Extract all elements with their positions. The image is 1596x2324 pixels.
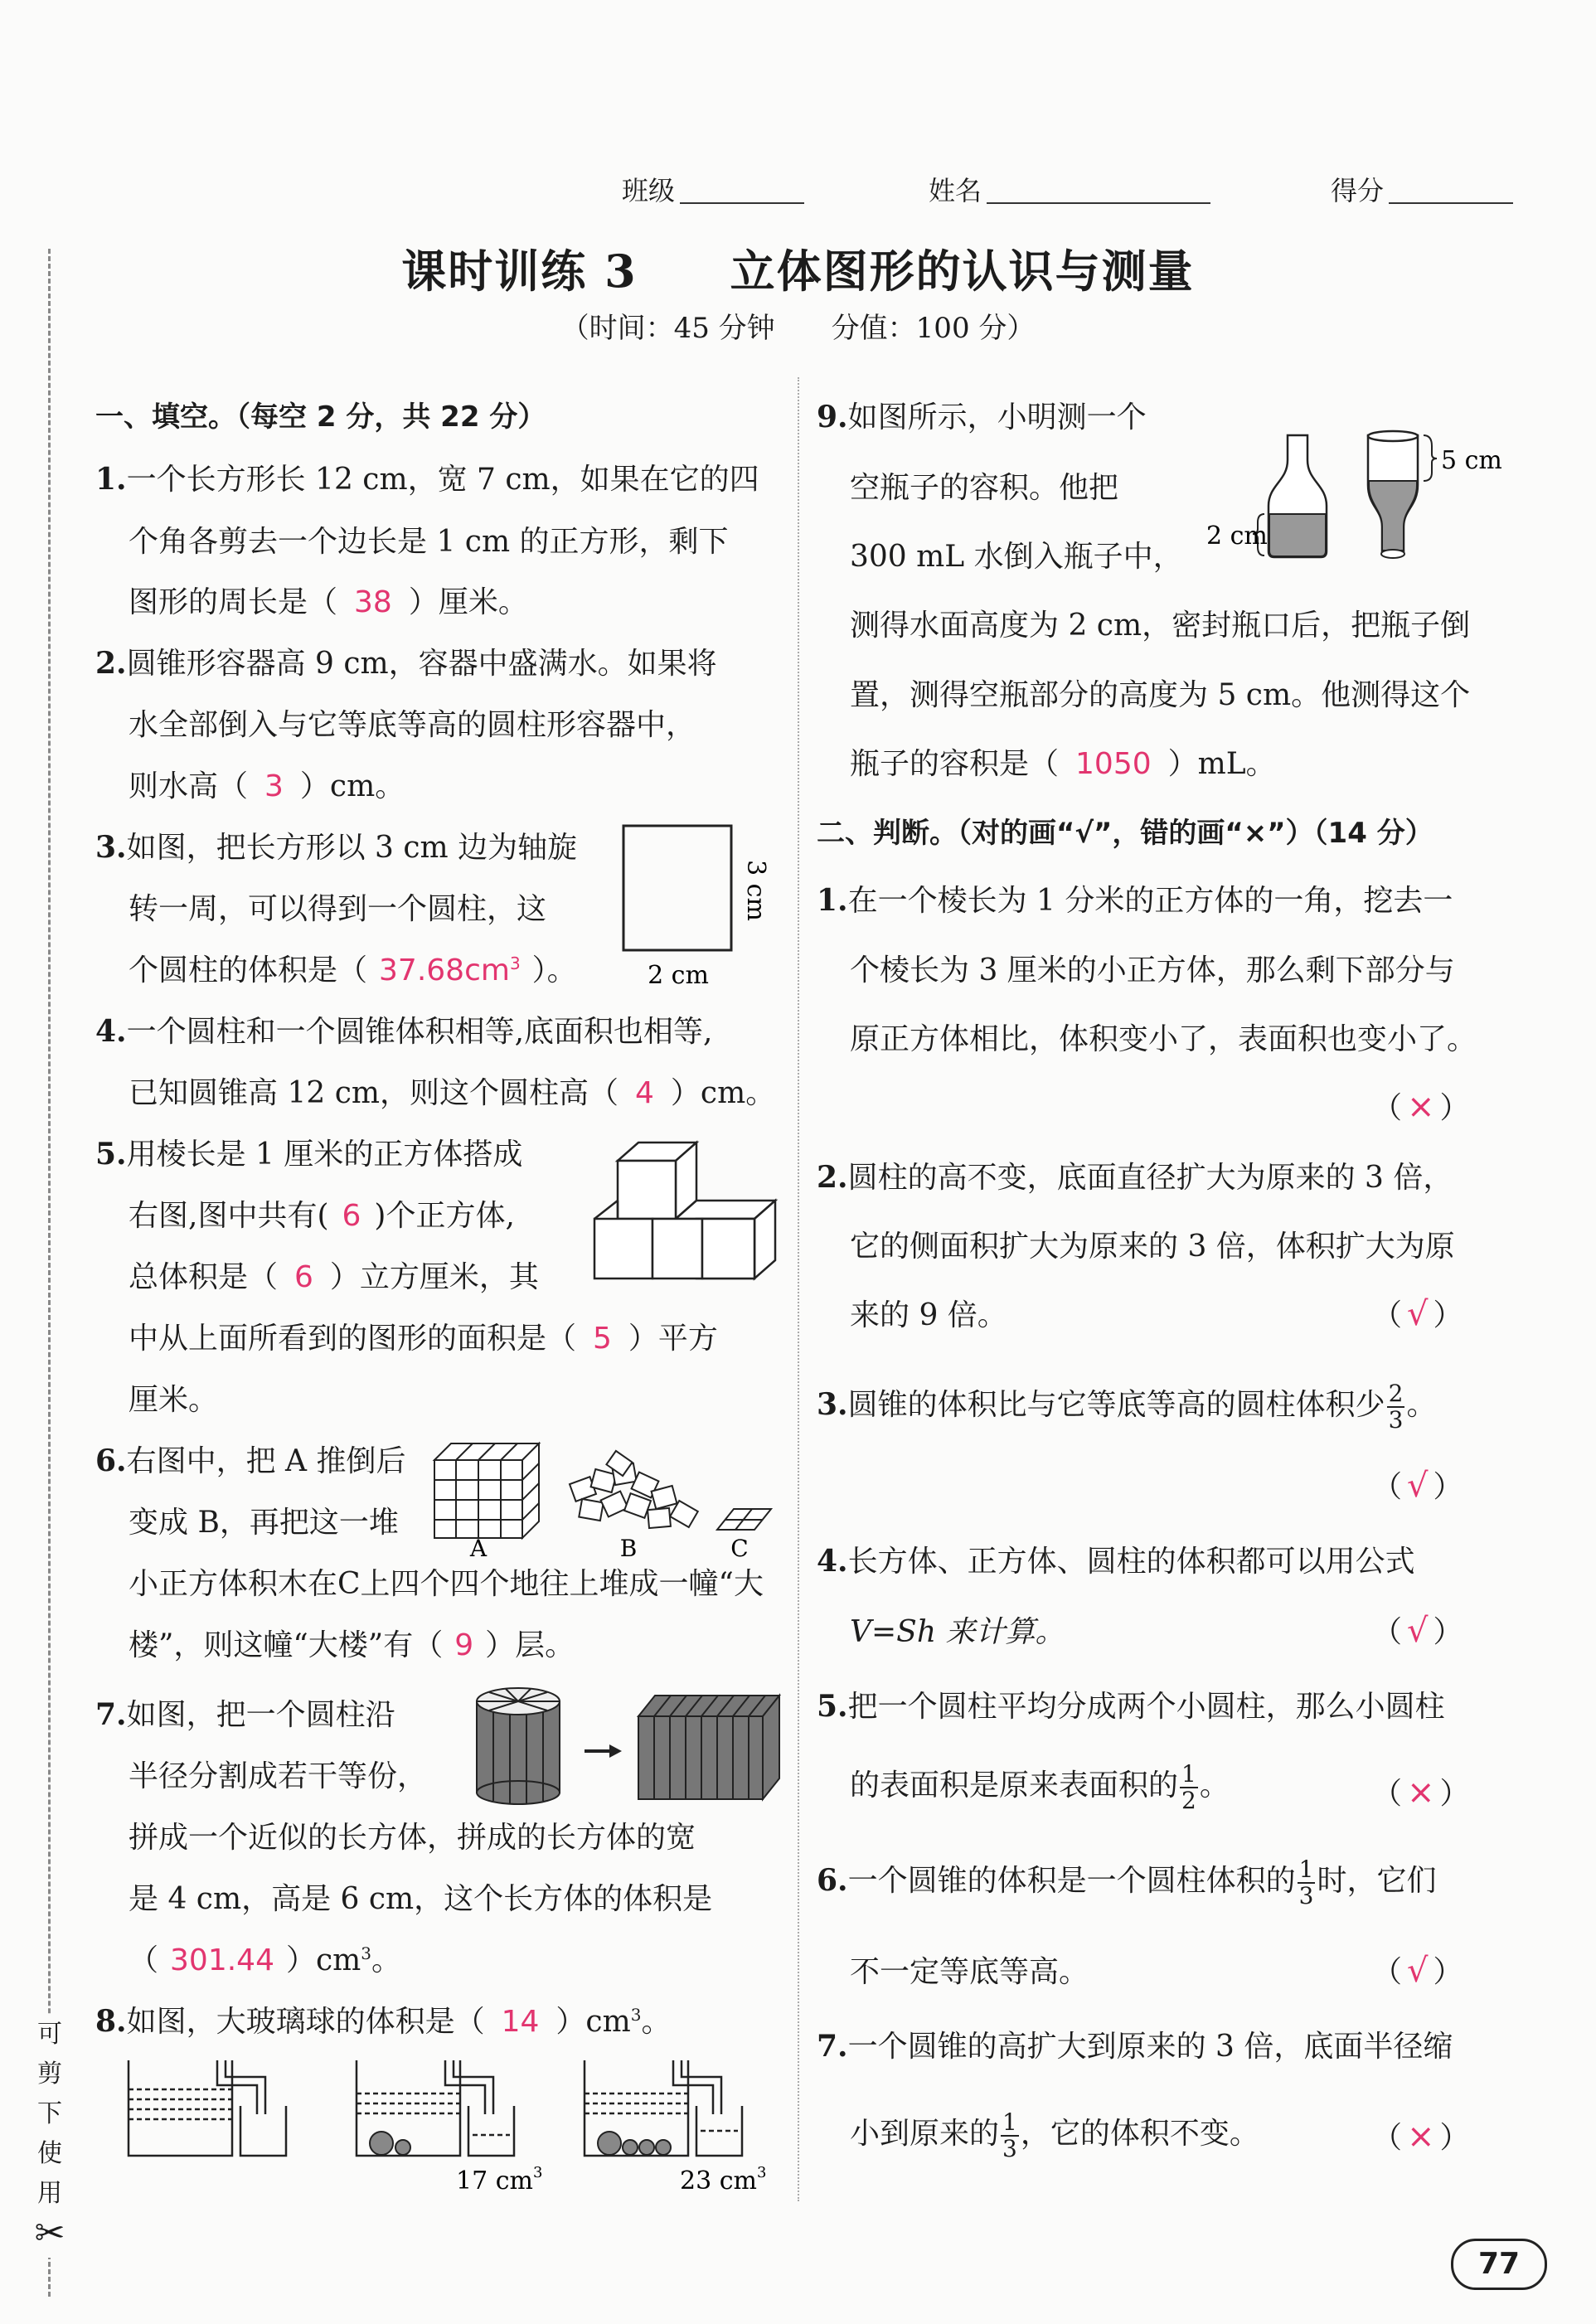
q8-beakers-figure (124, 2056, 788, 2197)
j3-fraction: $\frac{2}{3}$ (1388, 1380, 1404, 1434)
q7-line4: 是 4 cm，高是 6 cm，这个长方体的体积是 (129, 1882, 713, 1916)
q3-height-label: 3 cm (741, 860, 770, 921)
j2-line1: 2.圆柱的高不变，底面直径扩大为原来的 3 倍， (817, 1160, 1453, 1195)
q6-label-a: A (469, 1535, 488, 1562)
q7-cylinder-figure (473, 1683, 788, 1807)
j1-line1: 1.在一个棱长为 1 分米的正方体的一角，挖去一 (817, 883, 1453, 918)
j7-answer-box[interactable]: （ × ） (1372, 2118, 1470, 2156)
q7-line3: 拼成一个近似的长方体，拼成的长方体的宽 (129, 1821, 696, 1855)
j7-line1: 7.一个圆锥的高扩大到原来的 3 倍，底面半径缩 (817, 2029, 1453, 2064)
q7-line5: （ 301.44 ）$cm^3$。 (129, 1943, 402, 1977)
q1-line1: 1.一个长方形长 12 cm，宽 7 cm，如果在它的四 (95, 462, 759, 497)
q7-answer: 301.44 (170, 1943, 274, 1977)
q1-answer: 38 (354, 585, 392, 619)
q3-line1: 3.如图，把长方形以 3 cm 边为轴旋 (95, 830, 578, 865)
j6-mark: √ (1407, 1952, 1429, 1990)
q8-answer: 14 (501, 2005, 540, 2039)
q4-line2: 已知圆锥高 12 cm，则这个圆柱高（ 4 ）cm。 (129, 1076, 776, 1110)
q1-line3: 图形的周长是（ 38 ）厘米。 (129, 585, 528, 619)
name-label: 姓名 (929, 175, 982, 206)
j6-line1: 6.一个圆锥的体积是一个圆柱体积的 $\frac{1}{3}$ 时，它们 (817, 1856, 1437, 1909)
q9-bottle-figure (1206, 431, 1530, 564)
j4-mark: √ (1407, 1612, 1429, 1650)
q3-line2: 转一周，可以得到一个圆柱，这 (129, 892, 547, 926)
q5-line5: 厘米。 (129, 1383, 219, 1417)
j7-line2: 小到原来的 $\frac{1}{3}$ ，它的体积不变。 (850, 2108, 1259, 2162)
q3-rectangle-figure (614, 821, 771, 990)
j5-line1: 5.把一个圆柱平均分成两个小圆柱，那么小圆柱 (817, 1689, 1445, 1724)
q9-line3: 300 mL 水倒入瓶子中， (850, 540, 1183, 574)
j4-answer-box[interactable]: （ √ ） (1372, 1612, 1463, 1650)
q2-line1: 2.圆锥形容器高 9 cm，容器中盛满水。如果将 (95, 646, 717, 681)
q6-line4: 楼”，则这幢“大楼”有（ 9 ）层。 (129, 1628, 575, 1662)
q6-line3: 小正方体积木在C上四个四个地往上堆成一幢“大 (129, 1567, 764, 1601)
q9-line5: 置，测得空瓶部分的高度为 5 cm。他测得这个 (850, 678, 1471, 712)
j6-fraction: $\frac{1}{3}$ (1298, 1856, 1314, 1909)
q9-answer: 1050 (1075, 747, 1152, 781)
q1-line2: 个角各剪去一个边长是 1 cm 的正方形，剩下 (129, 525, 729, 559)
j7-mark: × (1407, 2118, 1435, 2156)
j6-line2: 不一定等底等高。 (850, 1955, 1089, 1989)
q9-label-5cm: 5 cm (1441, 446, 1502, 475)
q4-line1: 4.一个圆柱和一个圆锥体积相等,底面积也相等, (95, 1014, 713, 1049)
q5-line2: 右图,图中共有( 6 )个正方体, (129, 1199, 515, 1233)
scissors-icon: ✂ (34, 2212, 65, 2254)
score-label: 得分 (1331, 175, 1385, 206)
j2-answer-box[interactable]: （ √ ） (1372, 1295, 1463, 1333)
q5-line4: 中从上面所看到的图形的面积是（ 5 ）平方 (129, 1322, 718, 1356)
q3-answer: $37.68cm^3$ (379, 953, 521, 987)
section1-heading: 一、填空。（每空 2 分，共 22 分） (95, 400, 546, 434)
j6-answer-box[interactable]: （ √ ） (1372, 1952, 1463, 1990)
page-subtitle: （时间：45 分钟 分值：100 分） (560, 312, 1036, 345)
q4-answer: 4 (635, 1076, 654, 1110)
j2-line2: 它的侧面积扩大为原来的 3 倍，体积扩大为原 (850, 1230, 1455, 1264)
page-number: 77 (1451, 2239, 1547, 2290)
q5-line1: 5.用棱长是 1 厘米的正方体搭成 (95, 1137, 523, 1172)
q8-line1: 8.如图，大玻璃球的体积是（ 14 ）$cm^3$。 (95, 2004, 672, 2039)
q6-line1: 6.右图中，把 A 推倒后 (95, 1443, 406, 1478)
name-blank[interactable] (987, 202, 1210, 204)
cut-line (48, 249, 51, 2297)
j3-line1: 3.圆锥的体积比与它等底等高的圆柱体积少 $\frac{2}{3}$ 。 (817, 1380, 1437, 1434)
j1-answer-box[interactable]: （ × ） (1372, 1088, 1470, 1126)
q6-label-b: B (619, 1535, 638, 1562)
score-blank[interactable] (1389, 202, 1513, 204)
q9-line2: 空瓶子的容积。他把 (850, 471, 1119, 505)
page-title: 课时训练 3 立体图形的认识与测量 (401, 245, 1195, 298)
q5-cubes-figure (593, 1136, 783, 1285)
j1-line3: 原正方体相比，体积变小了，表面积也变小了。 (850, 1022, 1477, 1056)
q9-line4: 测得水面高度为 2 cm，密封瓶口后，把瓶子倒 (850, 609, 1471, 643)
j1-mark: × (1407, 1088, 1435, 1126)
q5-answer3: 5 (593, 1322, 612, 1356)
j3-answer-box[interactable]: （ √ ） (1372, 1467, 1463, 1505)
column-divider (798, 377, 799, 2201)
j4-line2: V=Sh 来计算。 (850, 1615, 1065, 1649)
section2-heading: 二、判断。（对的画“√”，错的画“×”）（14 分） (817, 817, 1433, 850)
q9-line1: 9.如图所示，小明测一个 (817, 400, 1147, 434)
q9-label-2cm: 2 cm (1206, 522, 1268, 551)
q2-line3: 则水高（ 3 ）cm。 (129, 769, 405, 803)
q8-label-23: 23 $cm^3$ (680, 2164, 767, 2195)
q2-line2: 水全部倒入与它等底等高的圆柱形容器中， (129, 708, 696, 742)
q7-line2: 半径分割成若干等份， (129, 1759, 428, 1793)
q5-line3: 总体积是（ 6 ）立方厘米，其 (129, 1260, 539, 1294)
j3-mark: √ (1407, 1467, 1429, 1505)
j2-mark: √ (1407, 1295, 1429, 1333)
class-label: 班级 (622, 175, 676, 206)
q3-line3: 个圆柱的体积是（ $37.68cm^3$ ）。 (129, 953, 577, 987)
j7-fraction: $\frac{1}{3}$ (1002, 2108, 1017, 2162)
j5-mark: × (1407, 1773, 1435, 1812)
q7-line1: 7.如图，把一个圆柱沿 (95, 1697, 395, 1732)
q5-answer2: 6 (294, 1260, 313, 1294)
j4-line1: 4.长方体、正方体、圆柱的体积都可以用公式 (817, 1544, 1415, 1579)
class-blank[interactable] (680, 202, 804, 204)
j5-line2: 的表面积是原来表面积的 $\frac{1}{2}$ 。 (850, 1760, 1230, 1814)
q3-width-label: 2 cm (648, 961, 709, 990)
q2-answer: 3 (264, 769, 284, 803)
q6-blocks-figure (431, 1430, 779, 1562)
q6-answer: 9 (454, 1628, 474, 1662)
q6-line2: 变成 B，再把这一堆 (129, 1506, 399, 1540)
cut-text: 可剪下使用 ✂ (32, 2015, 68, 2258)
j2-line3: 来的 9 倍。 (850, 1298, 1007, 1332)
q6-label-c: C (730, 1535, 749, 1562)
q9-line6: 瓶子的容积是（ 1050 ）mL。 (850, 747, 1276, 781)
q5-answer1: 6 (342, 1199, 361, 1233)
q8-label-17: 17 $cm^3$ (456, 2164, 543, 2195)
j1-line2: 个棱长为 3 厘米的小正方体，那么剩下部分与 (850, 953, 1455, 987)
j5-fraction: $\frac{1}{2}$ (1181, 1760, 1196, 1814)
j5-answer-box[interactable]: （ × ） (1372, 1773, 1470, 1812)
